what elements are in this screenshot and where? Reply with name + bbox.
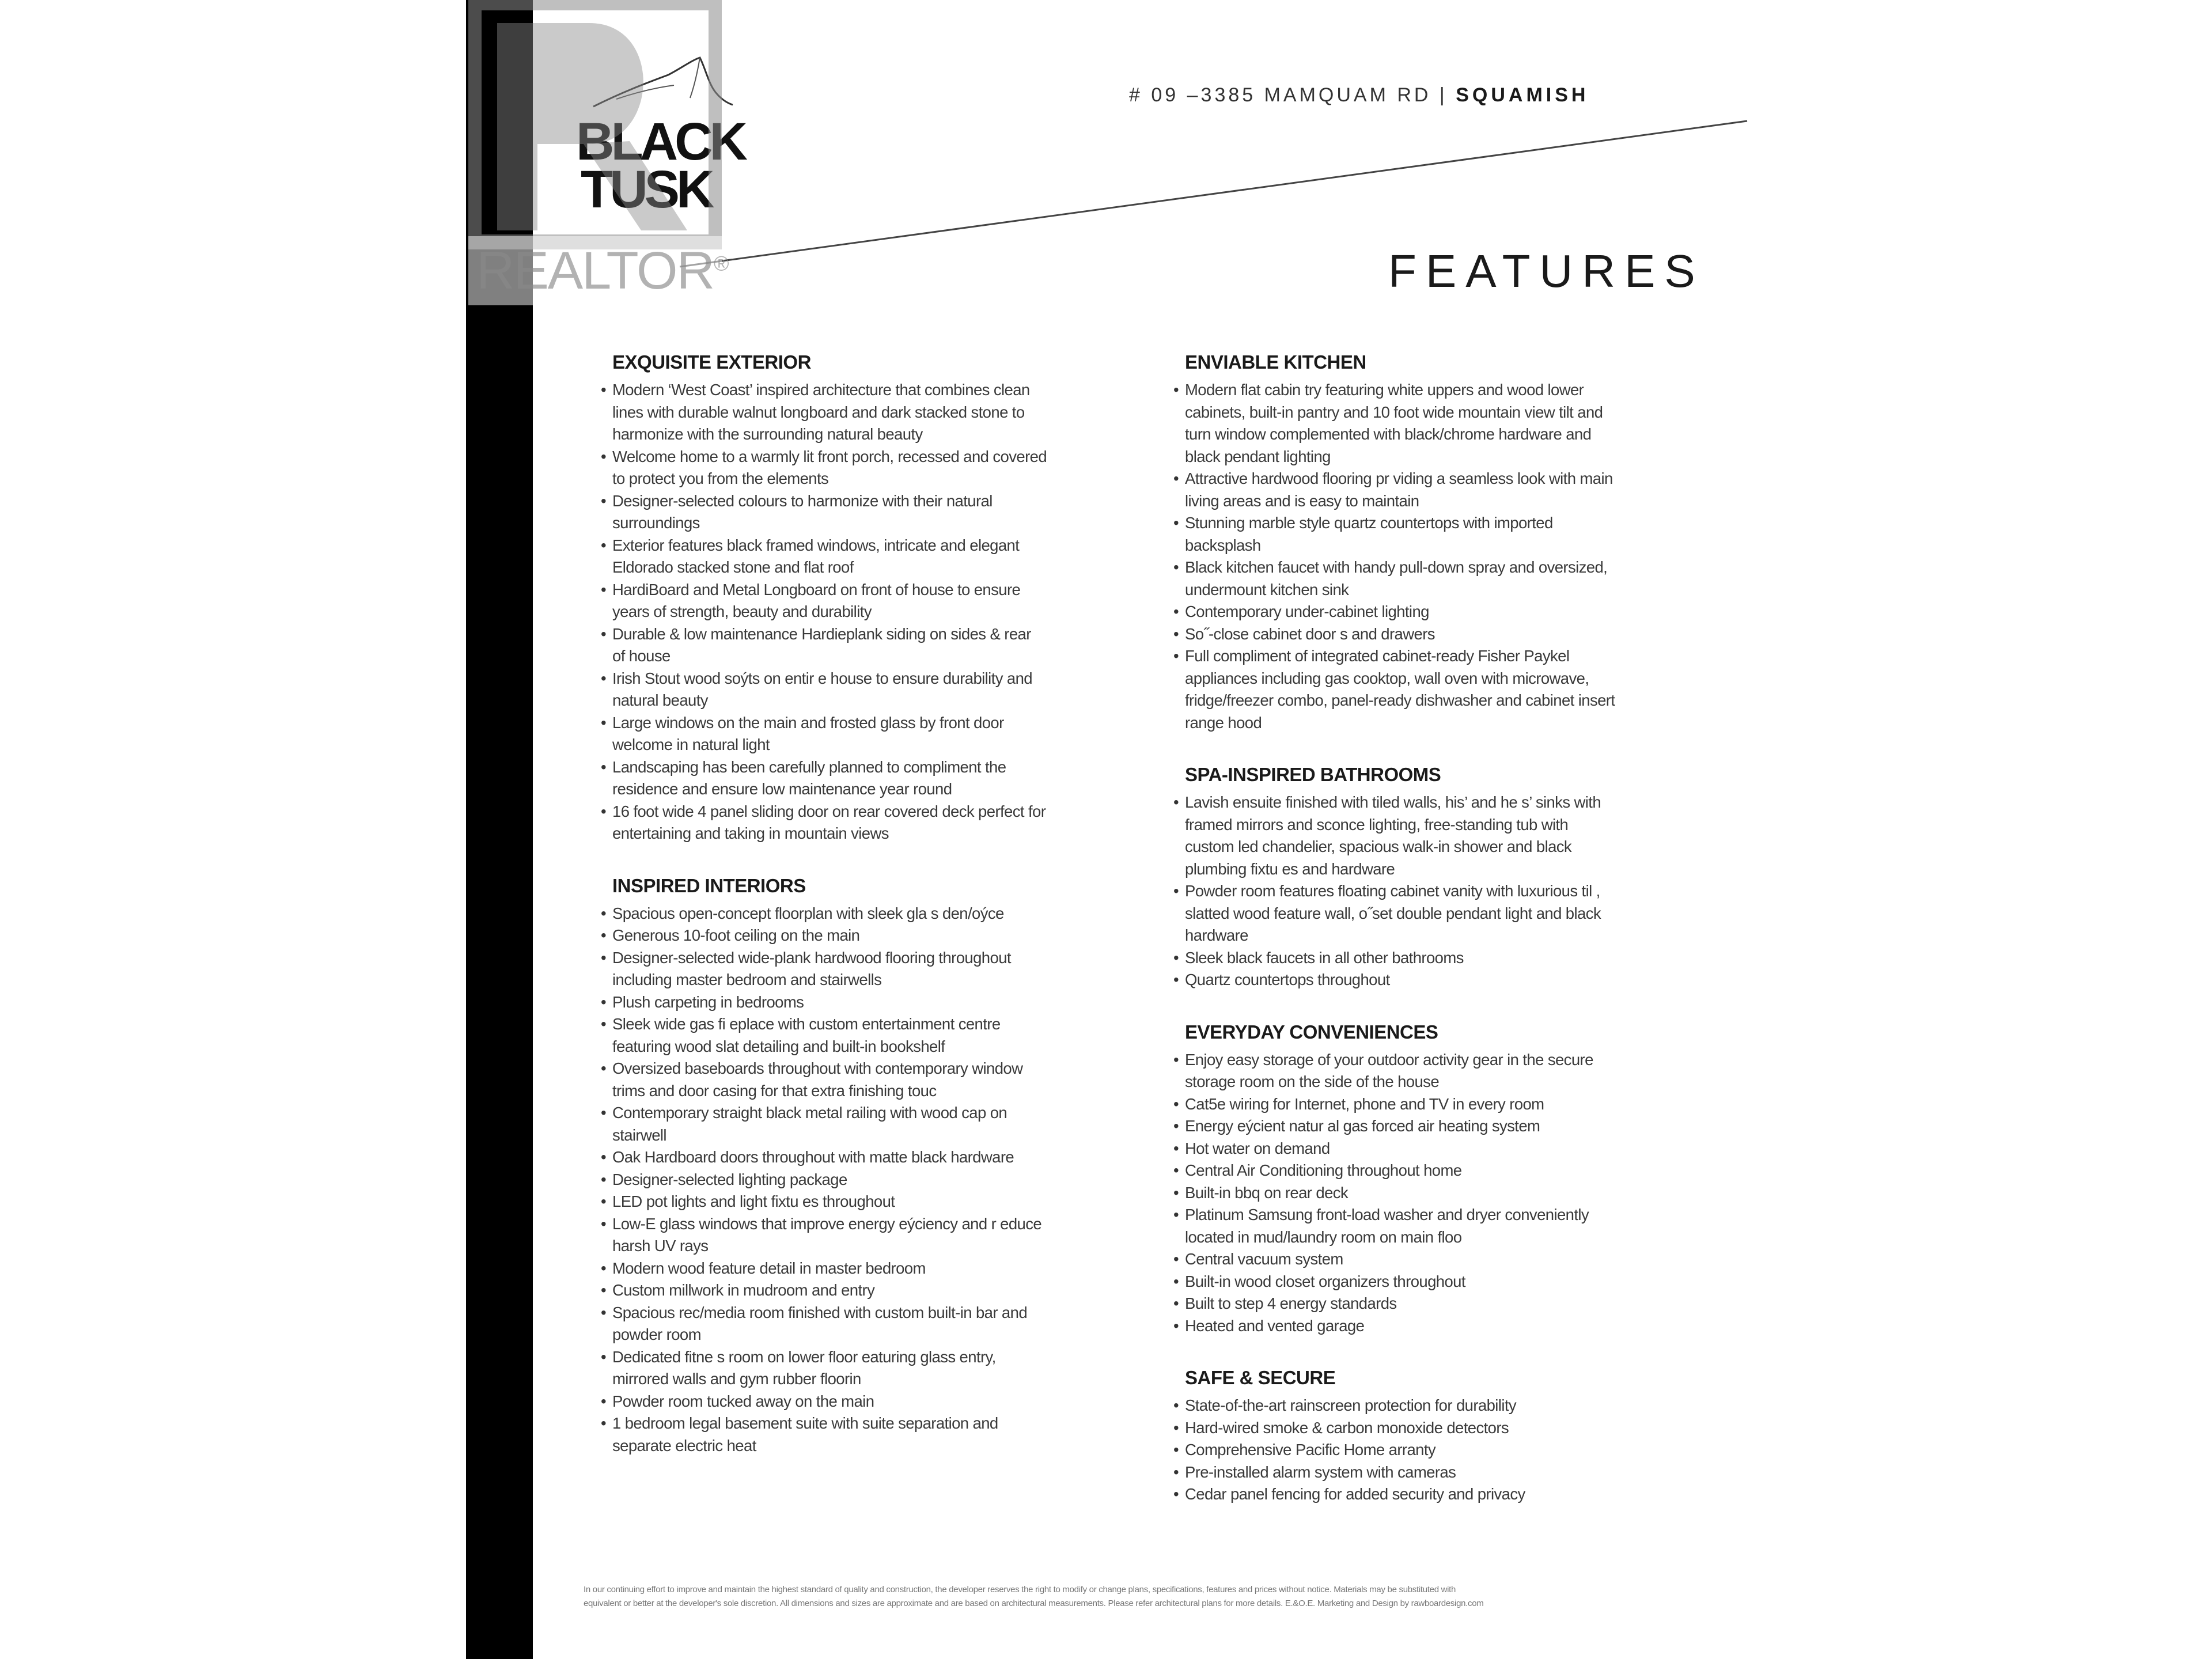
feature-item — [601, 379, 1119, 446]
feature-line: including master bedroom and stairwells — [612, 971, 882, 988]
feature-line: cabinets, built-in pantry and 10 foot wide mountain view tilt and — [1185, 403, 1603, 421]
feature-item — [1173, 1093, 1692, 1116]
feature-line: • Built to step 4 energy standards — [1185, 1294, 1397, 1312]
feature-line: • Spacious open-concept floorplan with sleek gla s den/oýce — [612, 904, 1004, 922]
feature-line: • Attractive hardwood flooring pr viding a seamless look with main — [1185, 469, 1613, 487]
feature-line: mirrored walls and gym rubber floorin — [612, 1370, 861, 1388]
feature-item — [1173, 1049, 1692, 1093]
realtor-text — [476, 241, 728, 301]
features-column-left — [601, 351, 1119, 1487]
property-address — [1129, 84, 1589, 107]
feature-line: stairwell — [612, 1126, 666, 1144]
feature-line: • Central Air Conditioning throughout home — [1185, 1161, 1462, 1179]
feature-line: • Contemporary straight black metal railing with wood cap on — [612, 1104, 1007, 1122]
feature-item — [1173, 623, 1692, 646]
feature-line: residence and ensure low maintenance year round — [612, 780, 952, 798]
feature-item — [1173, 1115, 1692, 1138]
feature-list — [601, 379, 1119, 845]
feature-line: years of strength, beauty and durability — [612, 603, 872, 620]
feature-item — [1173, 512, 1692, 556]
feature-item — [601, 1257, 1119, 1280]
feature-line: • Low-E glass windows that improve energy eýciency and r educe — [612, 1214, 1042, 1233]
feature-item — [1173, 1461, 1692, 1484]
feature-line: slatted wood feature wall, o˝set double pendant light and black — [1185, 904, 1601, 922]
feature-item — [601, 1279, 1119, 1302]
feature-item — [1173, 556, 1692, 601]
feature-line: • Sleek wide gas fi eplace with custom entertainment centre — [612, 1015, 1001, 1033]
features-column-right — [1173, 351, 1692, 1536]
logo-line-tusk: TUSK — [581, 160, 711, 219]
feature-line: • Hard-wired smoke & carbon monoxide detectors — [1185, 1418, 1509, 1437]
feature-line: trims and door casing for that extra finishing touc — [612, 1081, 937, 1100]
section-heading: SAFE & SECURE — [1185, 1367, 1336, 1388]
feature-line: • Cat5e wiring for Internet, phone and TV in every room — [1185, 1094, 1544, 1113]
feature-line: • Designer-selected wide-plank hardwood flooring throughout — [612, 948, 1011, 967]
feature-line: • Modern ‘West Coast’ inspired architecture that combines clean — [612, 381, 1030, 399]
feature-item — [1173, 969, 1692, 991]
feature-line: featuring wood slat detailing and built-in bookshelf — [612, 1037, 945, 1055]
feature-line: lines with durable walnut longboard and dark stacked stone to — [612, 403, 1025, 421]
section-heading: EVERYDAY CONVENIENCES — [1185, 1021, 1438, 1043]
feature-line: turn window complemented with black/chrome hardware and — [1185, 425, 1592, 443]
feature-line: • Large windows on the main and frosted glass by front door — [612, 713, 1004, 732]
feature-item — [1173, 645, 1692, 734]
feature-line: • Lavish ensuite finished with tiled walls, his’ and he s’ sinks with — [1185, 793, 1601, 811]
feature-item — [601, 535, 1119, 579]
feature-line: appliances including gas cooktop, wall oven with microwave, — [1185, 669, 1589, 687]
feature-item — [1173, 1182, 1692, 1205]
feature-item — [601, 1412, 1119, 1457]
feature-item — [601, 668, 1119, 712]
feature-line: • Black kitchen faucet with handy pull-down spray and oversized, — [1185, 558, 1608, 576]
feature-list — [601, 903, 1119, 1457]
feature-line: • Landscaping has been carefully planned to compliment the — [612, 757, 1006, 776]
feature-item — [1173, 1483, 1692, 1506]
feature-line: • Central vacuum system — [1185, 1250, 1343, 1268]
disclaimer — [584, 1583, 1678, 1611]
feature-item — [601, 1346, 1119, 1391]
feature-line: storage room on the side of the house — [1185, 1073, 1440, 1090]
feature-item — [601, 925, 1119, 947]
feature-line: • Sleek black faucets in all other bathrooms — [1185, 948, 1464, 967]
section-heading: INSPIRED INTERIORS — [612, 874, 806, 896]
feature-item — [1173, 1271, 1692, 1293]
section-heading: ENVIABLE KITCHEN — [1185, 351, 1366, 373]
feature-item — [601, 1213, 1119, 1257]
feature-line: • Custom millwork in mudroom and entry — [612, 1281, 875, 1299]
realtor-word: REALTOR — [476, 241, 714, 300]
feature-item — [601, 490, 1119, 535]
feature-line: • Energy eýcient natur al gas forced air heating system — [1185, 1117, 1540, 1135]
feature-item — [601, 1058, 1119, 1102]
feature-line: • Full compliment of integrated cabinet-ready Fisher Paykel — [1185, 647, 1570, 665]
feature-item — [1173, 379, 1692, 468]
feature-line: • Quartz countertops throughout — [1185, 971, 1390, 988]
feature-item — [601, 991, 1119, 1014]
feature-line: • Irish Stout wood soýts on entir e house to ensure durability and — [612, 669, 1032, 687]
realtor-watermark — [468, 0, 728, 305]
feature-line: • Designer-selected lighting package — [612, 1170, 847, 1188]
feature-line: located in mud/laundry room on main floo — [1185, 1228, 1462, 1246]
feature-line: • Modern wood feature detail in master bedroom — [612, 1259, 926, 1277]
page-title: FEATURES — [1388, 245, 1705, 297]
feature-item — [601, 1391, 1119, 1413]
feature-item — [601, 1302, 1119, 1346]
feature-item — [601, 947, 1119, 991]
address-text: # 09 –3385 MAMQUAM RD | — [1129, 84, 1448, 106]
feature-item — [1173, 1395, 1692, 1417]
feature-line: surroundings — [612, 514, 700, 532]
feature-line: black pendant lighting — [1185, 447, 1331, 465]
feature-item — [601, 446, 1119, 490]
feature-item — [1173, 1160, 1692, 1182]
feature-line: • So˝-close cabinet door s and drawers — [1185, 624, 1435, 643]
feature-item — [1173, 791, 1692, 880]
feature-item — [601, 1191, 1119, 1213]
feature-line: living areas and is easy to maintain — [1185, 491, 1419, 510]
feature-line: • Hot water on demand — [1185, 1139, 1330, 1157]
feature-line: • Generous 10-foot ceiling on the main — [612, 926, 860, 944]
feature-line: • Powder room tucked away on the main — [612, 1392, 874, 1410]
feature-item — [1173, 1293, 1692, 1315]
feature-list — [1173, 1049, 1692, 1338]
feature-line: • Exterior features black framed windows, intricate and elegant — [612, 536, 1020, 554]
feature-line: • Durable & low maintenance Hardieplank siding on sides & rear — [612, 624, 1031, 643]
feature-item — [601, 1146, 1119, 1169]
feature-list — [1173, 379, 1692, 734]
feature-list — [1173, 791, 1692, 991]
feature-item — [601, 903, 1119, 925]
feature-line: plumbing fixtu es and hardware — [1185, 859, 1395, 878]
feature-line: • Built-in wood closet organizers throughout — [1185, 1272, 1465, 1290]
section-heading: SPA-INSPIRED BATHROOMS — [1185, 764, 1441, 785]
feature-line: • State-of-the-art rainscreen protection for durability — [1185, 1396, 1517, 1414]
section-safe-and-secure — [1173, 1367, 1692, 1506]
feature-line: • Cedar panel fencing for added security and privacy — [1185, 1485, 1525, 1503]
feature-line: powder room — [612, 1325, 701, 1343]
feature-item — [601, 801, 1119, 845]
feature-item — [601, 623, 1119, 668]
feature-line: harsh UV rays — [612, 1237, 709, 1255]
feature-line: custom led chandelier, spacious walk-in shower and black — [1185, 838, 1572, 855]
feature-line: welcome in natural light — [612, 736, 770, 753]
feature-item — [601, 712, 1119, 756]
feature-line: separate electric heat — [612, 1436, 756, 1455]
feature-item — [1173, 880, 1692, 947]
feature-item — [601, 579, 1119, 623]
feature-line: framed mirrors and sconce lighting, free-standing tub with — [1185, 815, 1569, 834]
feature-line: • Spacious rec/media room finished with custom built-in bar and — [612, 1303, 1028, 1321]
feature-line: • Oak Hardboard doors throughout with matte black hardware — [612, 1148, 1014, 1166]
feature-line: • 16 foot wide 4 panel sliding door on rear covered deck perfect for — [612, 802, 1046, 820]
feature-line: • Contemporary under-cabinet lighting — [1185, 603, 1429, 620]
feature-line: fridge/freezer combo, panel-ready dishwasher and cabinet insert — [1185, 691, 1615, 709]
feature-line: entertaining and taking in mountain views — [612, 824, 889, 842]
feature-item — [1173, 1315, 1692, 1338]
disclaimer-line: In our continuing effort to improve and maintain the highest standard of quality and construction, the developer reserves the right to modify or change plans, specifications, features and prices without notice. Materials may be substituted with — [584, 1585, 1456, 1594]
feature-line: • Heated and vented garage — [1185, 1316, 1365, 1335]
feature-line: harmonize with the surrounding natural beauty — [612, 425, 923, 443]
feature-line: to protect you from the elements — [612, 469, 829, 487]
feature-line: • HardiBoard and Metal Longboard on front of house to ensure — [612, 580, 1021, 599]
disclaimer-line: equivalent or better at the developer's sole discretion. All dimensions and sizes are approximate and are based on architectural measurements. Please refer architectural plans for more details. E.&O.E. Marketing and Design by rawboardesign.com — [584, 1599, 1484, 1608]
feature-line: • Stunning marble style quartz countertops with imported — [1185, 514, 1553, 532]
feature-line: undermount kitchen sink — [1185, 580, 1349, 599]
feature-item — [1173, 947, 1692, 969]
city-text: SQUAMISH — [1456, 84, 1589, 106]
feature-line: • Built-in bbq on rear deck — [1185, 1183, 1349, 1202]
feature-item — [601, 1169, 1119, 1191]
feature-line: range hood — [1185, 713, 1262, 732]
feature-line: • Pre-installed alarm system with cameras — [1185, 1463, 1456, 1481]
feature-item — [601, 1102, 1119, 1146]
feature-line: • Modern flat cabin try featuring white uppers and wood lower — [1185, 381, 1584, 399]
feature-item — [1173, 1417, 1692, 1440]
feature-line: of house — [612, 647, 671, 665]
feature-line: • 1 bedroom legal basement suite with suite separation and — [612, 1414, 998, 1432]
feature-item — [1173, 601, 1692, 623]
feature-item — [1173, 468, 1692, 512]
feature-line: Eldorado stacked stone and flat roof — [612, 558, 854, 576]
feature-line: backsplash — [1185, 536, 1261, 554]
feature-line: • Plush carpeting in bedrooms — [612, 993, 804, 1011]
section-exquisite-exterior — [601, 351, 1119, 845]
feature-line: • Designer-selected colours to harmonize with their natural — [612, 491, 993, 510]
feature-item — [1173, 1138, 1692, 1160]
section-inspired-interiors — [601, 875, 1119, 1457]
feature-line: • Powder room features floating cabinet vanity with luxurious til , — [1185, 882, 1600, 900]
registered-mark: ® — [714, 251, 728, 275]
feature-item — [1173, 1439, 1692, 1461]
feature-line: hardware — [1185, 926, 1248, 944]
feature-item — [601, 756, 1119, 801]
section-enviable-kitchen — [1173, 351, 1692, 734]
feature-line: • Platinum Samsung front-load washer and dryer conveniently — [1185, 1206, 1589, 1224]
feature-list — [1173, 1395, 1692, 1506]
feature-line: • LED pot lights and light fixtu es throughout — [612, 1192, 895, 1210]
section-everyday-conveniences — [1173, 1021, 1692, 1338]
feature-item — [1173, 1204, 1692, 1248]
feature-line: • Welcome home to a warmly lit front porch, recessed and covered — [612, 447, 1047, 465]
feature-line: • Oversized baseboards throughout with contemporary window — [612, 1059, 1023, 1077]
section-heading: EXQUISITE EXTERIOR — [612, 351, 811, 373]
feature-item — [1173, 1248, 1692, 1271]
section-spa-inspired-bathrooms — [1173, 764, 1692, 991]
feature-line: natural beauty — [612, 691, 708, 709]
feature-item — [601, 1013, 1119, 1058]
feature-line: • Comprehensive Pacific Home arranty — [1185, 1441, 1436, 1459]
feature-line: • Enjoy easy storage of your outdoor activity gear in the secure — [1185, 1050, 1593, 1069]
feature-line: • Dedicated fitne s room on lower floor eaturing glass entry, — [612, 1347, 996, 1366]
logo-line-black: BLACK — [576, 112, 744, 171]
